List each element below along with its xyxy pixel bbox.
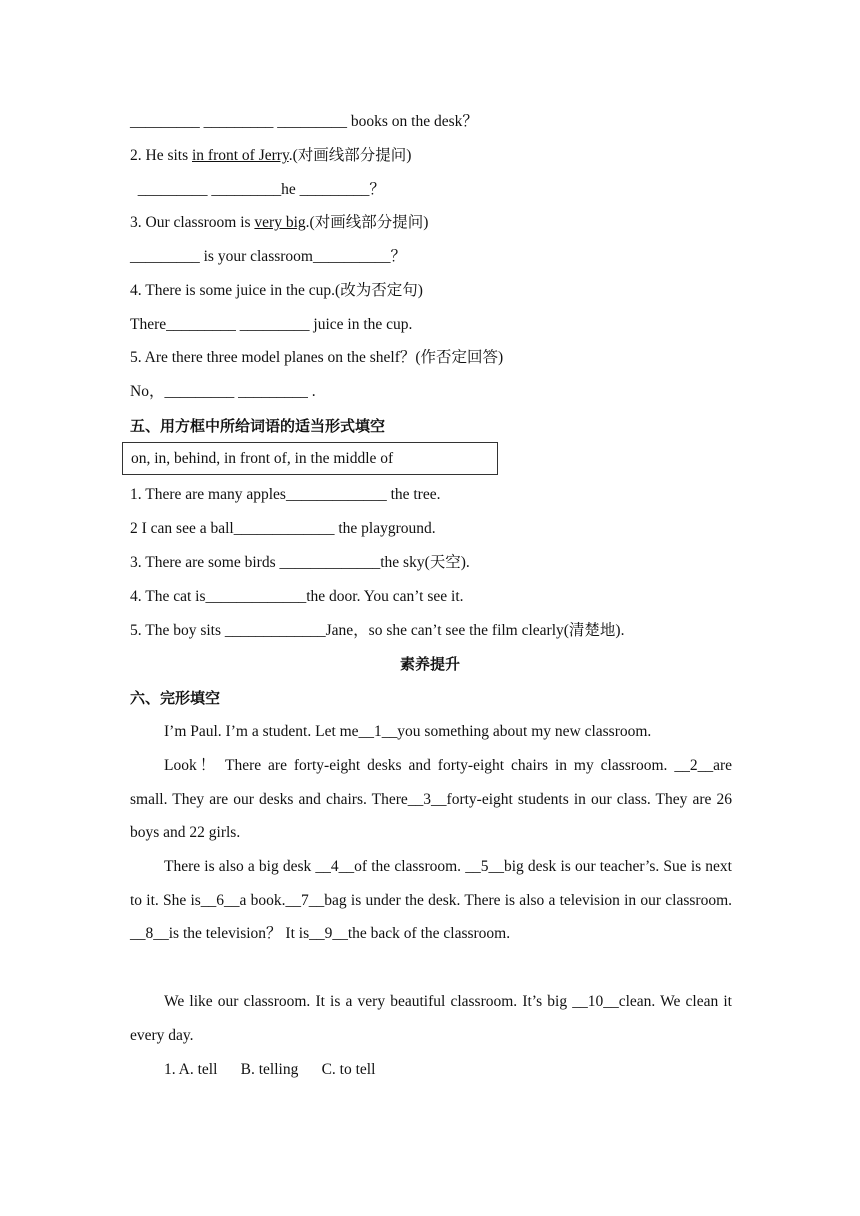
s5-item-2: 2 I can see a ball_____________ the playground.	[130, 520, 436, 537]
word-box-text: on, in, behind, in front of, in the middle of	[131, 450, 394, 467]
s5-item-4: 4. The cat is_____________the door. You can’t see it.	[130, 588, 464, 605]
q3-underlined: very big	[254, 214, 306, 231]
q1-answer-line: _________ _________ _________ books on the desk？	[130, 113, 478, 130]
center-title: 素养提升	[399, 655, 460, 673]
paragraph-4	[130, 985, 732, 1052]
q5-question: 5. Are there three model planes on the shelf？(作否定回答)	[130, 349, 504, 366]
q2-answer-line: _________ _________he _________？	[130, 181, 385, 198]
s5-item-1: 1. There are many apples_____________ the tree.	[130, 486, 441, 503]
q2-underlined: in front of Jerry	[192, 147, 289, 164]
section5-heading: 五、用方框中所给词语的适当形式填空	[130, 417, 386, 435]
paragraph-2-text: Look！ There are forty-eight desks and forty-eight chairs in my classroom. __2__are small. They are our desks and chairs. There__3__forty-eight students in our class. They are 26 boys and 22 girls.	[130, 757, 732, 842]
paragraph-1-text: I’m Paul. I’m a student. Let me__1__you something about my new classroom.	[164, 723, 652, 740]
q2-suffix: .(对画线部分提问)	[288, 147, 412, 164]
q5-answer-line: No，_________ _________ .	[130, 383, 316, 400]
s5-item-3: 3. There are some birds _____________the sky(天空).	[130, 554, 470, 571]
word-box	[122, 442, 498, 475]
q2-prefix: 2. He sits	[130, 147, 192, 164]
paragraph-4-text: We like our classroom. It is a very beautiful classroom. It’s big __10__clean. We clean it every day.	[130, 993, 732, 1044]
q4-answer-line: There_________ _________ juice in the cup.	[130, 316, 413, 333]
section6-heading: 六、完形填空	[130, 689, 221, 707]
q3-question	[130, 213, 428, 233]
paragraph-3	[130, 850, 732, 951]
q3-suffix: .(对画线部分提问)	[305, 214, 429, 231]
paragraph-1	[130, 715, 732, 749]
paragraph-2	[130, 749, 732, 850]
s5-item-5: 5. The boy sits _____________Jane，so she can’t see the film clearly(清楚地).	[130, 622, 625, 639]
paragraph-3-text: There is also a big desk __4__of the classroom. __5__big desk is our teacher’s. Sue is next to it. She is__6__a book.__7__bag is under the desk. There is also a television in our classroom. __8__is the television？ It is__9__the back of the classroom.	[130, 858, 732, 943]
q2-question	[130, 146, 411, 166]
q3-answer-line: _________ is your classroom__________？	[130, 248, 406, 265]
option-line-1: 1. A. tell B. telling C. to tell	[164, 1061, 376, 1078]
q4-question: 4. There is some juice in the cup.(改为否定句)	[130, 282, 423, 299]
q3-prefix: 3. Our classroom is	[130, 214, 255, 231]
